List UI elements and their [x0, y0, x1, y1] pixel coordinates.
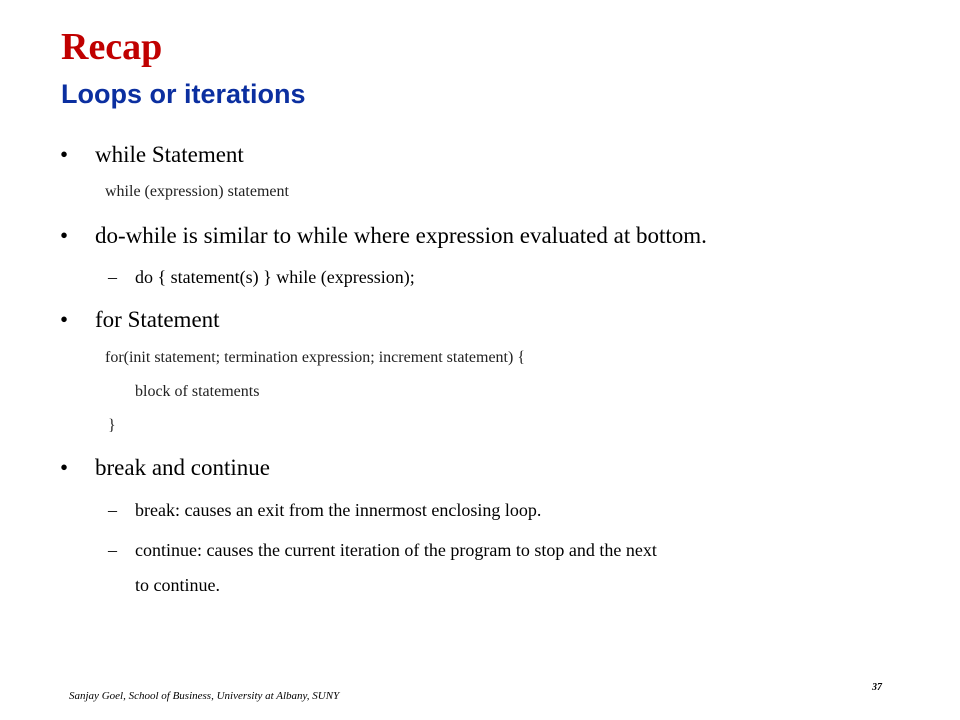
dowhile-syntax: do { statement(s) } while (expression); — [135, 267, 415, 287]
break-description: break: causes an exit from the innermost enclosing loop. — [135, 500, 542, 520]
bullet-icon: • — [60, 142, 69, 167]
while-heading: while Statement — [95, 142, 244, 167]
continue-description: continue: causes the current iteration of the program to stop and the next — [135, 540, 657, 560]
for-syntax-line: block of statements — [135, 383, 260, 400]
for-syntax-line: } — [108, 417, 116, 434]
while-syntax: while (expression) statement — [105, 183, 289, 200]
dash-icon: – — [108, 500, 117, 520]
dowhile-heading: do-while is similar to while where expression evaluated at bottom. — [95, 223, 707, 248]
bullet-icon: • — [60, 223, 69, 248]
for-heading: for Statement — [95, 307, 220, 332]
continue-description-cont: to continue. — [135, 575, 220, 595]
bullet-icon: • — [60, 307, 69, 332]
break-continue-heading: break and continue — [95, 455, 270, 480]
for-syntax-line: for(init statement; termination expression; increment statement) { — [105, 349, 525, 366]
footer-author: Sanjay Goel, School of Business, University at Albany, SUNY — [69, 690, 340, 702]
page-number: 37 — [872, 682, 882, 693]
dash-icon: – — [108, 267, 117, 287]
slide-title: Recap — [61, 26, 163, 68]
bullet-icon: • — [60, 455, 69, 480]
dash-icon: – — [108, 540, 117, 560]
slide-subtitle: Loops or iterations — [61, 79, 306, 109]
